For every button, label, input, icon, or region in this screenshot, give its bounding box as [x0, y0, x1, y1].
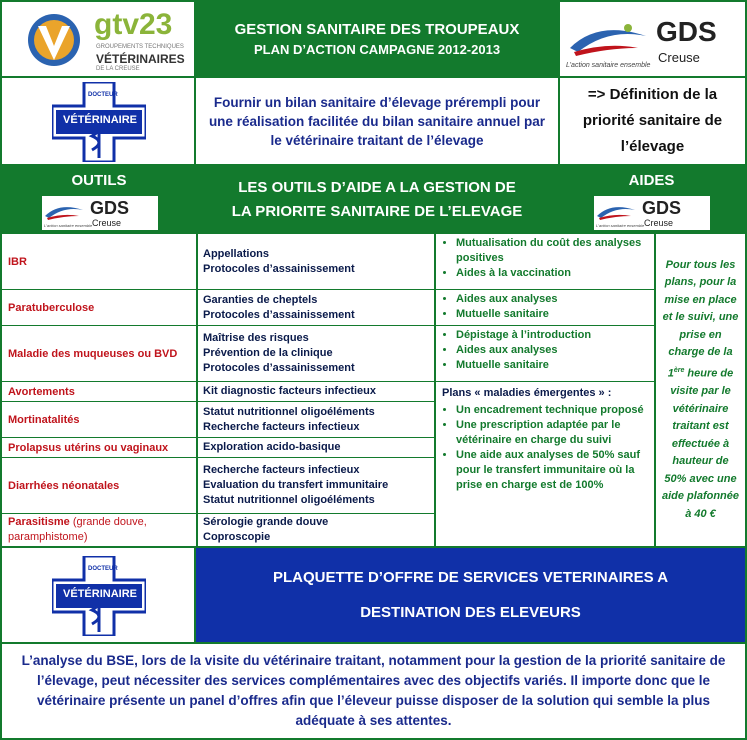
- gds-name: GDS: [642, 198, 682, 218]
- table-row-tools: Exploration acido-basique: [198, 438, 434, 458]
- table-row-tools: Recherche facteurs infectieux Evaluation du transfert immunitaire Statut nutritionnel oligoéléments: [198, 458, 434, 514]
- badge-main-text: VÉTÉRINAIRE: [63, 588, 137, 600]
- gtv-v-icon: [26, 12, 82, 68]
- band-title-line1: LES OUTILS D’AIDE A LA GESTION DE: [238, 179, 516, 196]
- aids-emerging: Plans « maladies émergentes » : • Un encadrement technique proposé • Une prescription adaptée par le vétérinaire en charge du suivi • Une aide aux analyses de 50% sauf pour le transfert immunitaire où la prise en charge est de 100%: [436, 386, 654, 546]
- header-title: GESTION SANITAIRE DES TROUPEAUX: [234, 21, 520, 38]
- table-row-label: Parasitisme (grande douve, paramphistome): [8, 516, 147, 543]
- offer-badge-box: [2, 548, 196, 644]
- gtv-subtitle: GROUPEMENTS TECHNIQUES: [96, 44, 184, 50]
- aids-group-3: • Dépistage à l’introduction • Aides aux analyses • Mutuelle sanitaire: [436, 328, 654, 382]
- gds-logo-header: [558, 2, 745, 78]
- gds-swoosh-icon: [44, 200, 84, 222]
- emerging-title: Plans « maladies émergentes » :: [442, 387, 612, 399]
- offer-title-line2: DESTINATION DES ELEVEURS: [360, 604, 581, 621]
- table-row-label: Paratuberculose: [2, 290, 196, 326]
- table-row-label: IBR: [2, 234, 196, 290]
- table-row-tools: Appellations Protocoles d’assainissement: [198, 234, 434, 290]
- intro-text: Fournir un bilan sanitaire d’élevage prérempli pour une réalisation facilitée du bilan sanitaire annuel par le vétérinaire traitant de l’élevage: [208, 94, 546, 148]
- gds-swoosh-icon: [568, 18, 648, 58]
- gds-name: GDS: [90, 198, 130, 218]
- table-row-tools: Kit diagnostic facteurs infectieux: [198, 382, 434, 402]
- gds-region: Creuse: [92, 218, 122, 228]
- badge-top-text: DOCTEUR: [88, 92, 118, 98]
- gds-region: Creuse: [644, 218, 674, 228]
- gds-name: GDS: [656, 16, 717, 47]
- gds-tagline: L’action sanitaire ensemble: [596, 223, 645, 228]
- aids-label: AIDES: [628, 172, 675, 189]
- gds-logo-band-right: [594, 196, 710, 230]
- table-row-tools: Maîtrise des risques Prévention de la clinique Protocoles d’assainissement: [198, 326, 434, 382]
- intro-badge-box: [2, 78, 196, 166]
- tools-band-left: [2, 166, 196, 234]
- footer-box: [2, 644, 745, 738]
- disease-table: [2, 234, 436, 548]
- gtv-name: VÉTÉRINAIRES: [96, 52, 185, 66]
- gds-logo-band-left: [42, 196, 158, 230]
- gtv-logo-text: gtv23: [94, 8, 173, 41]
- table-row-tools: Garanties de cheptels Protocoles d’assainissement: [198, 290, 434, 326]
- table-row-tools: Statut nutritionnel oligoéléments Recherche facteurs infectieux: [198, 402, 434, 438]
- definition-text: => Définition de la priorité sanitaire de l’élevage: [582, 86, 723, 155]
- band-title-line2: LA PRIORITE SANITAIRE DE L’ELEVAGE: [231, 203, 523, 220]
- table-row-label: Maladie des muqueuses ou BVD: [2, 326, 196, 382]
- offer-title-line1: PLAQUETTE D’OFFRE DE SERVICES VETERINAIRES A: [272, 569, 669, 586]
- gtv-region: DE LA CREUSE: [96, 66, 140, 72]
- table-row-label: Mortinatalités: [2, 402, 196, 438]
- aids-group-1: • Mutualisation du coût des analyses positives • Aides à la vaccination: [436, 236, 654, 290]
- gds-tagline: L’action sanitaire ensemble: [44, 223, 93, 228]
- aids-group-2: • Aides aux analyses • Mutuelle sanitaire: [436, 292, 654, 326]
- definition-box: [558, 78, 745, 166]
- intro-text-box: [196, 78, 558, 166]
- header-subtitle: PLAN D’ACTION CAMPAGNE 2012-2013: [253, 42, 501, 57]
- aids-band-right: [558, 166, 745, 234]
- gtv-logo-box: [2, 2, 196, 78]
- side-note-text: Pour tous les plans, pour la mise en place et le suivi, une prise en charge de la 1ère heure de visite par le vétérinaire traitant est effectuée à hauteur de 50% avec une aide plafonnée à 40 €: [661, 258, 740, 520]
- table-row-tools: Sérologie grande douve Coproscopie: [203, 516, 329, 543]
- table-row-label: Avortements: [2, 382, 196, 402]
- side-note-box: [656, 234, 745, 548]
- table-row-label: Prolapsus utérins ou vaginaux: [2, 438, 196, 458]
- aids-column: [436, 234, 656, 548]
- header-title-box: [196, 2, 558, 78]
- table-row-label: Diarrhées néonatales: [2, 458, 196, 514]
- tools-label: OUTILS: [71, 172, 127, 189]
- gds-swoosh-icon: [596, 200, 636, 222]
- badge-top-text: DOCTEUR: [88, 566, 118, 572]
- tools-band-center: [196, 166, 558, 234]
- offer-banner: [196, 548, 745, 644]
- gds-tagline: L’action sanitaire ensemble: [566, 62, 651, 69]
- footer-text: L’analyse du BSE, lors de la visite du vétérinaire traitant, notamment pour la gestion de la priorité sanitaire de l’élevage, peut nécessiter des services complémentaires avec des objectifs variés. Il importe donc que le vétérinaire présente un panel d’offres afin que l’éleveur puisse disposer de la solution qui semble la plus adéquate à ses attentes.: [21, 653, 726, 728]
- gds-region: Creuse: [658, 50, 700, 65]
- badge-main-text: VÉTÉRINAIRE: [63, 114, 137, 126]
